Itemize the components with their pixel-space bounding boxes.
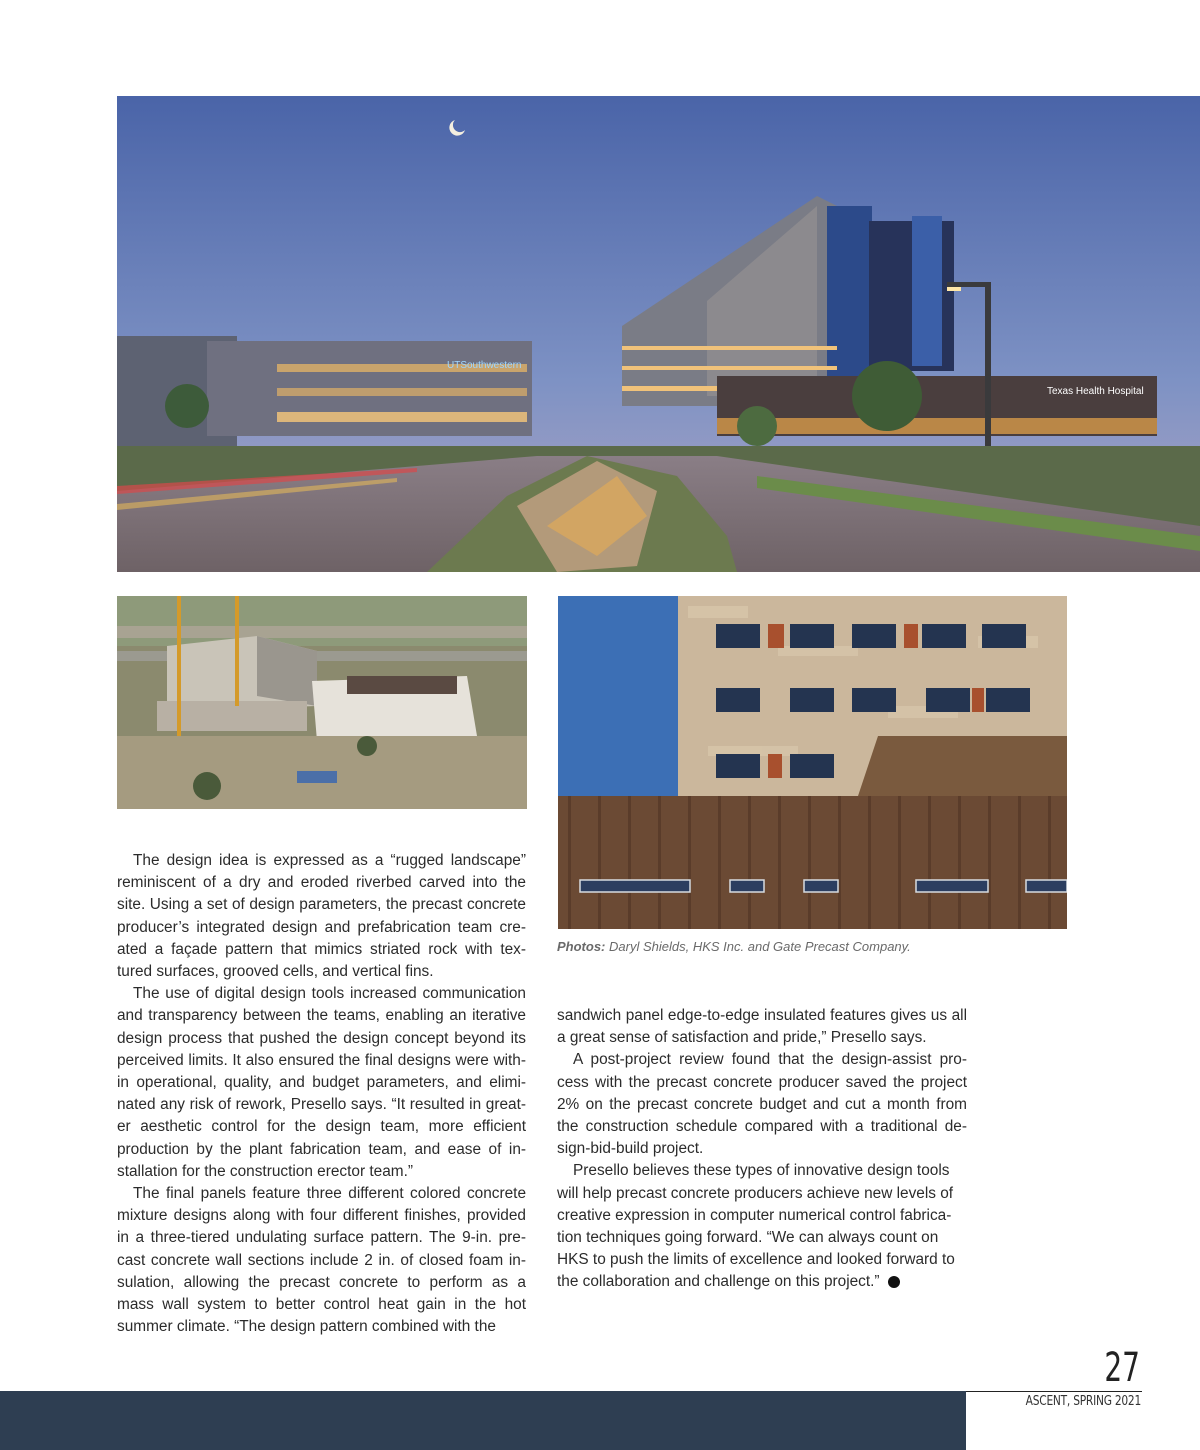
right-paragraph-3-text: Presello believes these types of innovative design tools will help precast concrete producers achieve new levels of creative expression in computer numerical control fabrica-tion techniques going forward. “We can always count on HKS to push the limits of excellence and looked forward to the collaboration and challenge on this project.” bbox=[557, 1162, 955, 1291]
precast-facade-closeup-photo bbox=[558, 596, 1067, 929]
caption-label: Photos: bbox=[557, 939, 606, 954]
left-paragraph-2: The use of digital design tools increased communication and transparency between the teams, enabling an iterative design process that pushed the design concept beyond its perceived limits. It also ensured the final designs were with-in operational, quality, and budget parameters, and elimi-nated any risk of rework, Presello says. “It resulted in great-er aesthetic control for the design team, more efficient production by the plant fabrication team, and ease of in-stallation for the construction erector team.” bbox=[117, 985, 526, 1180]
publication-name: ASCENT, SPRING 2021 bbox=[1025, 1394, 1141, 1409]
right-paragraph-2: A post-project review found that the design-assist pro-cess with the precast concrete producer saved the project 2% on the precast concrete budget and cut a month from the construction schedule compared with a traditional de-sign-bid-build project. bbox=[557, 1051, 967, 1158]
aerial-construction-photo bbox=[117, 596, 527, 809]
utsouthwestern-sign: UTSouthwestern bbox=[447, 360, 522, 371]
footer-bar bbox=[0, 1391, 966, 1450]
texas-health-hospital-sign: Texas Health Hospital bbox=[1047, 386, 1144, 397]
caption-credit: Daryl Shields, HKS Inc. and Gate Precast Company. bbox=[609, 939, 911, 954]
end-of-article-dot-icon bbox=[888, 1276, 900, 1288]
article-right-column bbox=[557, 1005, 967, 1294]
right-paragraph-3 bbox=[557, 1160, 967, 1293]
folio-rule bbox=[966, 1391, 1142, 1392]
right-paragraph-1: sandwich panel edge-to-edge insulated features gives us all a great sense of satisfaction and pride,” Presello says. bbox=[557, 1007, 967, 1047]
left-paragraph-1: The design idea is expressed as a “rugged landscape” reminiscent of a dry and eroded riverbed carved into the site. Using a set of design parameters, the precast concrete producer’s integrated design and prefabrication team cre-ated a façade pattern that mimics striated rock with tex-tured surfaces, grooved cells, and vertical fins. bbox=[117, 852, 526, 981]
page-number: 27 bbox=[1104, 1345, 1140, 1391]
left-paragraph-3: The final panels feature three different colored concrete mixture designs along with four different finishes, provided in a three-tiered undulating surface pattern. The 9-in. pre-cast concrete wall sections include 2 in. of closed foam in-sulation, allowing the precast concrete to perform as a mass wall system to better control heat gain in the hot summer climate. “The design pattern combined with the bbox=[117, 1185, 526, 1336]
article-left-column bbox=[117, 850, 526, 1338]
photo-caption bbox=[557, 939, 1077, 954]
hospital-campus-dusk-photo bbox=[117, 96, 1200, 572]
